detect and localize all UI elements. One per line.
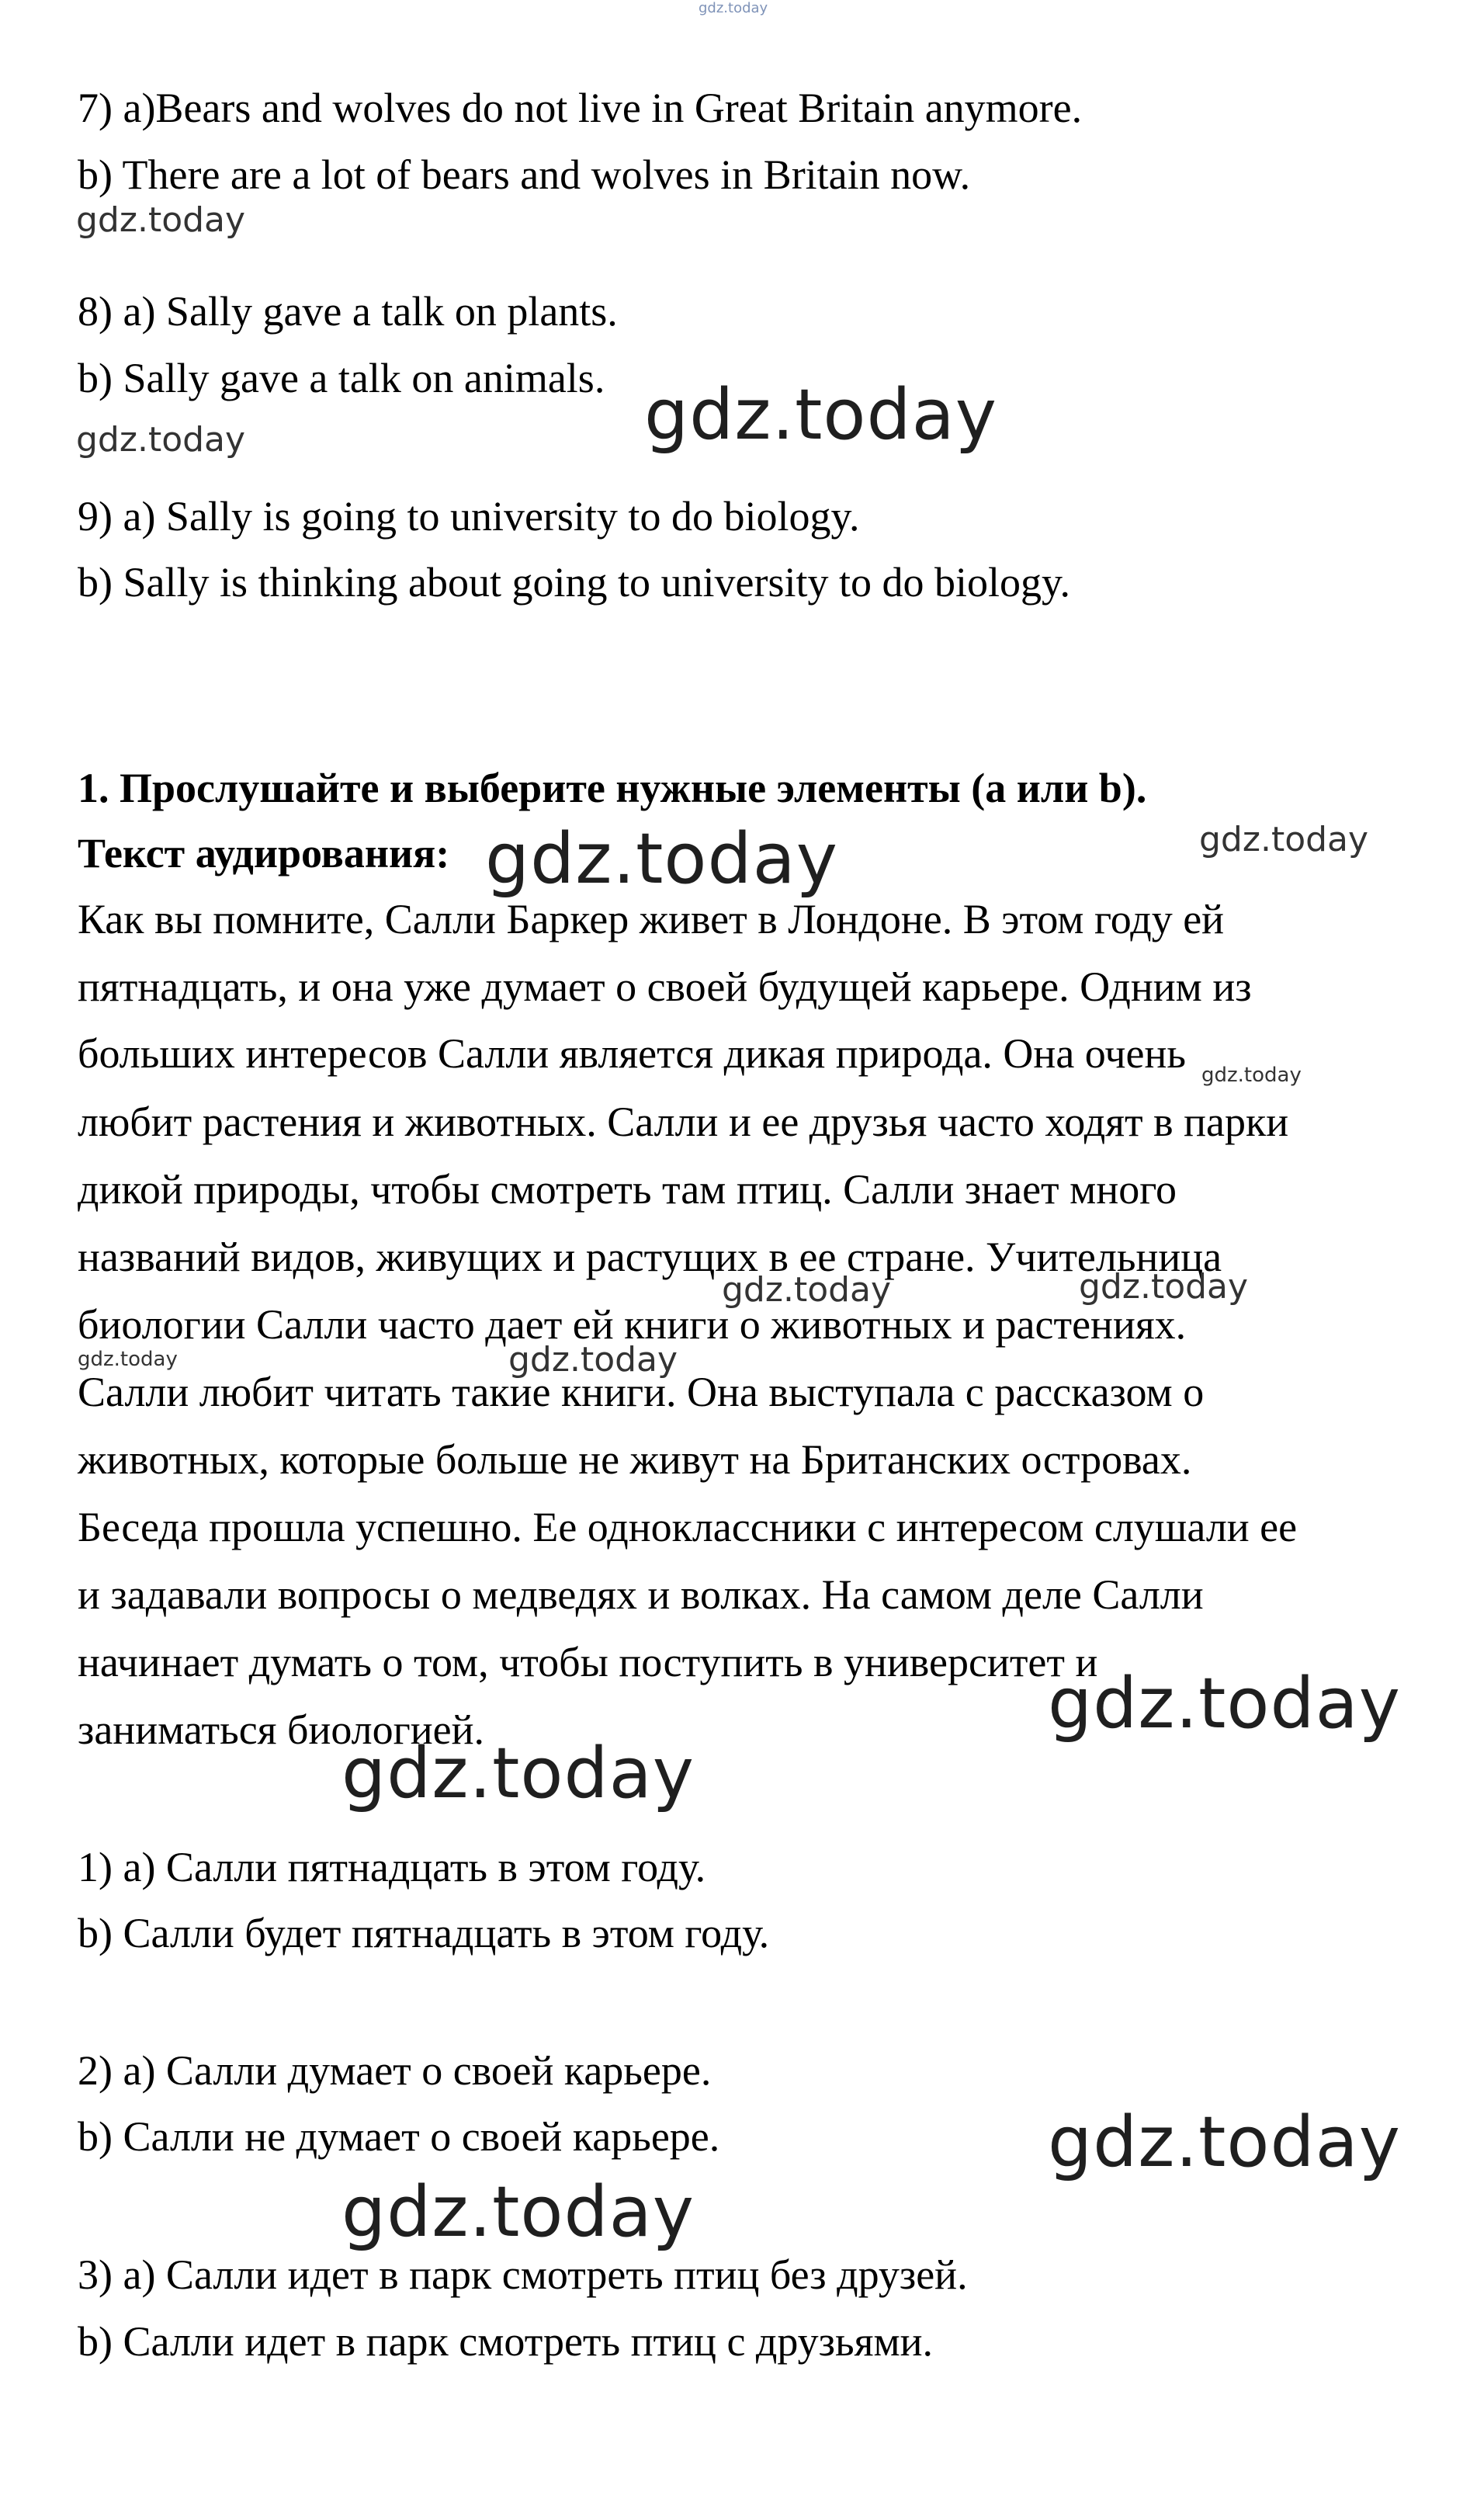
watermark: gdz.today xyxy=(1048,2102,1402,2183)
option-2b: b) Салли не думает о своей карьере. xyxy=(78,2113,720,2160)
listening-text-line: заниматься биологией. xyxy=(78,1706,485,1753)
header-watermark: gdz.today xyxy=(699,0,768,16)
watermark: gdz.today xyxy=(76,200,246,240)
watermark: gdz.today xyxy=(1048,1663,1402,1744)
watermark: gdz.today xyxy=(78,1348,178,1371)
listening-text-line: биологии Салли часто дает ей книги о животных и растениях. xyxy=(78,1301,1187,1348)
option-8a: 8) a) Sally gave a talk on plants. xyxy=(78,288,618,335)
option-1b: b) Салли будет пятнадцать в этом году. xyxy=(78,1910,770,1956)
option-3a: 3) a) Салли идет в парк смотреть птиц без друзей. xyxy=(78,2251,968,2298)
watermark: gdz.today xyxy=(1079,1267,1249,1307)
watermark: gdz.today xyxy=(341,1733,695,1814)
option-7b: b) There are a lot of bears and wolves in Britain now. xyxy=(78,151,971,198)
option-9a: 9) a) Sally is going to university to do biology. xyxy=(78,493,860,540)
option-2a: 2) a) Салли думает о своей карьере. xyxy=(78,2047,712,2094)
listening-text-line: начинает думать о том, чтобы поступить в университет и xyxy=(78,1639,1098,1685)
option-1a: 1) a) Салли пятнадцать в этом году. xyxy=(78,1844,706,1890)
listening-text-line: и задавали вопросы о медведях и волках. На самом деле Салли xyxy=(78,1571,1204,1618)
watermark: gdz.today xyxy=(485,818,839,900)
listening-text-label: Текст аудирования: xyxy=(78,830,450,876)
watermark: gdz.today xyxy=(76,420,246,460)
listening-text-line: дикой природы, чтобы смотреть там птиц. Салли знает много xyxy=(78,1166,1177,1213)
task-heading: 1. Прослушайте и выберите нужные элементы (a или b). xyxy=(78,765,1147,811)
watermark: gdz.today xyxy=(508,1340,678,1380)
listening-text-line: любит растения и животных. Салли и ее друзья часто ходят в парки xyxy=(78,1099,1289,1145)
listening-text-line: Как вы помните, Салли Баркер живет в Лондоне. В этом году ей xyxy=(78,896,1225,942)
option-8b: b) Sally gave a talk on animals. xyxy=(78,355,605,401)
option-7a: 7) a)Bears and wolves do not live in Great Britain anymore. xyxy=(78,85,1083,131)
listening-text-line: названий видов, живущих и растущих в ее стране. Учительница xyxy=(78,1234,1222,1280)
listening-text-line: Беседа прошла успешно. Ее одноклассники с интересом слушали ее xyxy=(78,1504,1298,1550)
listening-text-line: Салли любит читать такие книги. Она выступала с рассказом о xyxy=(78,1369,1205,1415)
listening-text-line: пятнадцать, и она уже думает о своей будущей карьере. Одним из xyxy=(78,963,1252,1010)
watermark: gdz.today xyxy=(722,1270,892,1310)
watermark: gdz.today xyxy=(1201,1064,1302,1087)
listening-text-line: животных, которые больше не живут на Британских островах. xyxy=(78,1436,1192,1483)
option-9b: b) Sally is thinking about going to university to do biology. xyxy=(78,559,1070,606)
watermark: gdz.today xyxy=(644,374,998,456)
watermark: gdz.today xyxy=(1199,820,1369,859)
watermark: gdz.today xyxy=(341,2171,695,2253)
listening-text-line: больших интересов Салли является дикая природа. Она очень xyxy=(78,1030,1187,1077)
option-3b: b) Салли идет в парк смотреть птиц с друзьями. xyxy=(78,2318,934,2365)
